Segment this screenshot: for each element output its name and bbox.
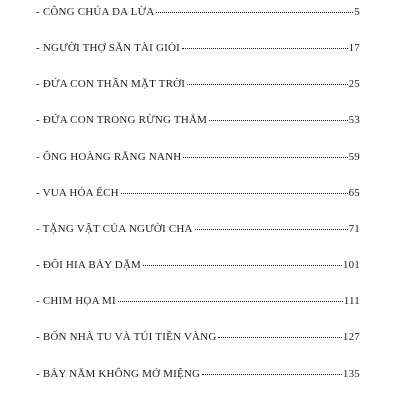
dot-leader [202,374,342,375]
entry-title: - ÔNG HOÀNG RĂNG NANH [36,151,182,163]
toc-entry-3 [36,78,360,91]
dot-leader [183,157,347,158]
dot-leader [143,265,342,266]
toc-entry-4 [36,114,360,127]
entry-page-number: 111 [343,295,360,307]
entry-page-number: 127 [342,331,360,343]
entry-title: - TẶNG VẬT CỦA NGƯỜI CHA [36,223,193,235]
entry-title: - ĐÔI HIA BẢY DẶM [36,259,142,271]
entry-title: - BẢY NĂM KHÔNG MỞ MIỆNG [36,368,201,380]
entry-title: - ĐỨA CON TRONG RỪNG THẲM [36,114,208,126]
toc-entry-7 [36,223,360,236]
entry-title: - ĐỨA CON THẦN MẶT TRỜI [36,78,186,90]
toc-entry-1 [36,6,360,19]
entry-page-number: 101 [342,259,360,271]
entry-title: - CÔNG CHÚA DA LỪA [36,6,155,18]
entry-page-number: 5 [354,6,360,18]
entry-page-number: 59 [348,151,360,163]
dot-leader [218,337,341,338]
table-of-contents [36,0,360,400]
toc-entry-10 [36,331,360,344]
entry-page-number: 71 [348,223,360,235]
dot-leader [182,48,348,49]
entry-title: - VUA HÓA ẾCH [36,187,119,199]
toc-entry-11 [36,368,360,381]
entry-page-number: 65 [348,187,360,199]
dot-leader [187,84,347,85]
dot-leader [121,193,348,194]
entry-page-number: 53 [348,114,360,126]
entry-title: - CHIM HỌA MI [36,295,116,307]
toc-entry-6 [36,187,360,200]
toc-entry-2 [36,42,360,55]
entry-title: - BỐN NHÀ TU VÀ TÚI TIỀN VÀNG [36,331,217,343]
entry-page-number: 17 [348,42,360,54]
toc-entry-9 [36,295,360,308]
dot-leader [209,120,348,121]
toc-entry-5 [36,151,360,164]
dot-leader [195,229,348,230]
entry-page-number: 25 [348,78,360,90]
entry-page-number: 135 [342,368,360,380]
toc-entry-8 [36,259,360,272]
dot-leader [118,301,343,302]
dot-leader [156,12,353,13]
entry-title: - NGƯỜI THỢ SĂN TÀI GIỎI [36,42,180,54]
